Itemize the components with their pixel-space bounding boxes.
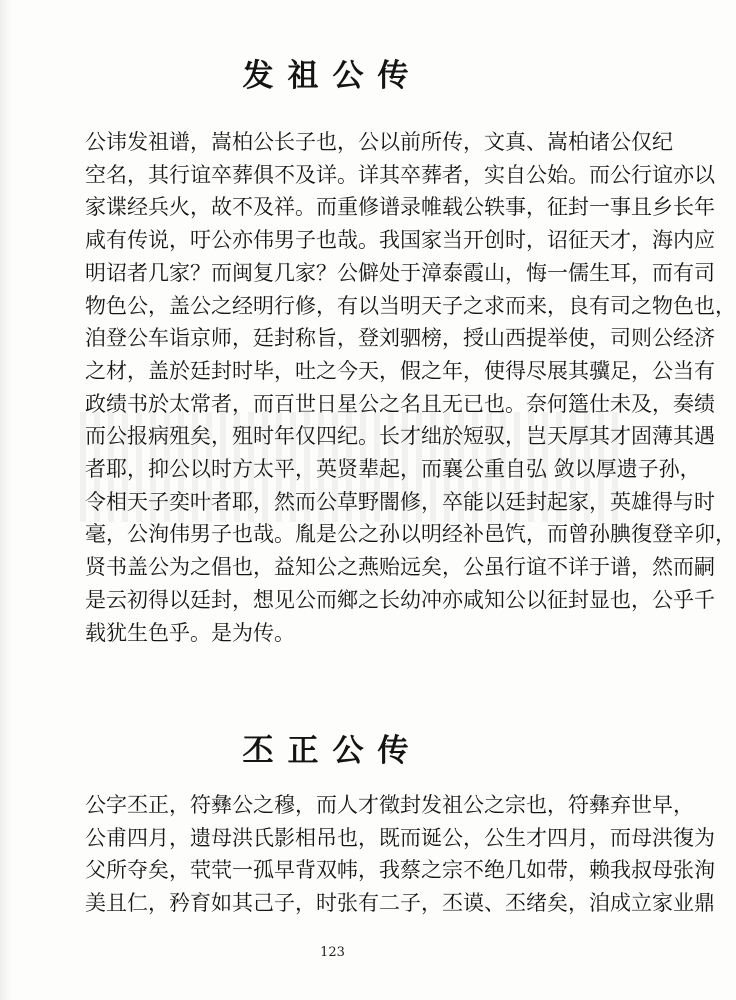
text-line: 洎登公车诣京师，廷封称旨，登刘驷榜，授山西提举使，司则公经济 — [85, 326, 715, 351]
text-line: 公字丕正，符彝公之穆，而人才徵封发祖公之宗也，符彝弃世早， — [85, 793, 694, 817]
section-body-2 — [85, 789, 715, 920]
section-title-1: 发祖公传 — [242, 58, 423, 94]
section-title-2: 丕正公传 — [242, 733, 423, 769]
text-line: 空名，其行谊卒葬俱不及详。详其卒葬者，实自公始。而公行谊亦以 — [85, 162, 715, 187]
text-line: 令相天子奕叶者耶，然而公草野闇修，卒能以廷封起家，英雄得与时 — [85, 489, 715, 514]
text-line: 美且仁，矜育如其己子，时张有二子，丕谟、丕绪矣，洎成立家业鼎 — [85, 891, 715, 916]
text-line: 父所夺矣，茕茕一孤早背双帏，我蔡之宗不绝几如带，赖我叔母张洵 — [85, 858, 715, 883]
text-line: 是云初得以廷封，想见公而鄉之长幼冲亦咸知公以征封显也，公乎千 — [85, 587, 715, 612]
page-number: 123 — [320, 945, 345, 960]
text-line: 毫，公洵伟男子也哉。胤是公之孙以明经补邑饩，而曾孙腆復登辛卯， — [85, 522, 736, 547]
text-line: 政绩书於太常者，而百世日星公之名且无已也。奈何簉仕未及，奏绩 — [85, 391, 715, 416]
text-line: 家谍经兵火，故不及祥。而重修谱录帷载公轶事，征封一事且乡长年 — [85, 195, 715, 220]
text-line: 贤书盖公为之倡也，益知公之燕贻远矣，公虽行谊不详于谱，然而嗣 — [85, 555, 715, 580]
text-line: 之材，盖於廷封时毕，吐之今天，假之年，使得尽展其骥足，公当有 — [85, 358, 715, 383]
text-line: 物色公，盖公之经明行修，有以当明天子之求而来，良有司之物色也， — [85, 293, 736, 318]
text-line: 明诏者几家？而闽复几家？公僻处于漳泰霞山，悔一儒生耳，而有司 — [85, 260, 715, 285]
scan-edge-shadow — [0, 0, 12, 1000]
text-line: 公甫四月，遗母洪氏影相吊也，既而诞公，公生才四月，而母洪復为 — [85, 825, 715, 850]
text-line: 公讳发祖谱，嵩柏公长子也，公以前所传，文真、嵩柏诸公仅纪 — [85, 130, 673, 154]
text-line: 而公报病殂矣，殂时年仅四纪。长才绌於短驭，岂天厚其才固薄其遇 — [85, 424, 715, 449]
section-body-1 — [85, 126, 736, 649]
text-line: 者耶，抑公以时方太平，英贤辈起，而襄公重自弘 敛以厚遗子孙， — [85, 457, 701, 482]
text-line: 载犹生色乎。是为传。 — [85, 620, 295, 645]
text-line: 咸有传说，吁公亦伟男子也哉。我国家当开创时，诏征天才，海内应 — [85, 228, 715, 253]
